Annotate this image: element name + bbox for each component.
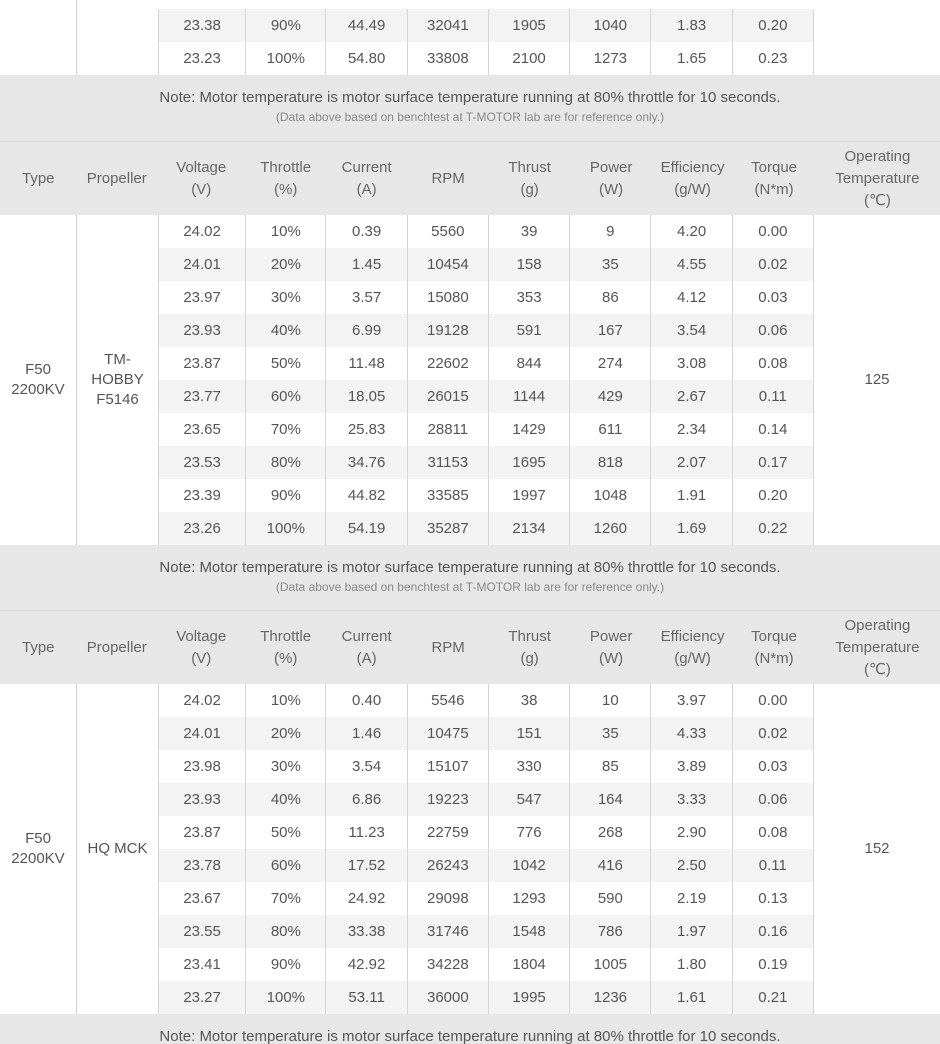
thrust-cell: 330: [489, 750, 570, 783]
table-row: [158, 281, 814, 314]
thrust-cell: 38: [489, 684, 570, 717]
current-cell: 42.92: [326, 948, 407, 981]
throttle-cell: 90%: [246, 479, 326, 512]
table-header: [0, 142, 940, 215]
thrust-cell: 1905: [489, 9, 570, 42]
torque-cell: 0.08: [733, 347, 814, 380]
power-cell: 9: [570, 215, 651, 248]
rpm-cell: 33808: [408, 42, 489, 75]
rpm-cell: 10475: [408, 717, 489, 750]
torque-cell: 0.08: [733, 816, 814, 849]
current-cell: 6.86: [326, 783, 407, 816]
throttle-cell: 60%: [246, 380, 326, 413]
efficiency-cell: 3.54: [651, 314, 732, 347]
current-cell: 54.80: [326, 42, 407, 75]
torque-cell: 0.06: [733, 783, 814, 816]
power-cell: 85: [570, 750, 651, 783]
power-cell: 1236: [570, 981, 651, 1014]
thrust-cell: 1042: [489, 849, 570, 882]
power-cell: 416: [570, 849, 651, 882]
header-voltage: Voltage (V): [176, 158, 227, 198]
torque-cell: 0.22: [733, 512, 814, 545]
benchtest-note: [0, 1014, 940, 1044]
torque-cell: 0.03: [733, 281, 814, 314]
spec-table-3: [0, 684, 940, 1014]
voltage-cell: 24.02: [158, 684, 246, 717]
thrust-cell: 353: [489, 281, 570, 314]
voltage-cell: 23.38: [158, 9, 246, 42]
thrust-cell: 776: [489, 816, 570, 849]
header-throttle: Throttle (%): [260, 627, 312, 667]
table-row: [158, 380, 814, 413]
rpm-cell: 19223: [408, 783, 489, 816]
torque-cell: 0.23: [733, 42, 814, 75]
rpm-cell: 31153: [408, 446, 489, 479]
header-efficiency: Efficiency (g/W): [660, 158, 725, 198]
propeller-cell: HQ MCK: [87, 840, 148, 857]
header-torque: Torque (N*m): [751, 158, 798, 198]
efficiency-cell: 4.12: [651, 281, 732, 314]
header-rpm: RPM: [431, 169, 465, 187]
table-row: [158, 446, 814, 479]
table-row: [158, 849, 814, 882]
thrust-cell: 39: [489, 215, 570, 248]
header-thrust: Thrust (g): [508, 627, 551, 667]
thrust-cell: 591: [489, 314, 570, 347]
current-cell: 33.38: [326, 915, 407, 948]
torque-cell: 0.00: [733, 215, 814, 248]
current-cell: 44.82: [326, 479, 407, 512]
throttle-cell: 80%: [246, 915, 326, 948]
header-thrust: Thrust (g): [508, 158, 551, 198]
throttle-cell: 10%: [246, 684, 326, 717]
torque-cell: 0.21: [733, 981, 814, 1014]
throttle-cell: 40%: [246, 783, 326, 816]
propeller-cell: TM- HOBBY F5146: [91, 351, 144, 408]
table-row: [158, 783, 814, 816]
torque-cell: 0.20: [733, 9, 814, 42]
efficiency-cell: 1.69: [651, 512, 732, 545]
voltage-cell: 23.23: [158, 42, 246, 75]
thrust-cell: 1997: [489, 479, 570, 512]
table-row: [158, 915, 814, 948]
throttle-cell: 100%: [246, 981, 326, 1014]
header-efficiency: Efficiency (g/W): [660, 627, 725, 667]
header-type: Type: [21, 169, 55, 187]
efficiency-cell: 4.20: [651, 215, 732, 248]
rpm-cell: 32041: [408, 9, 489, 42]
power-cell: 818: [570, 446, 651, 479]
current-cell: 53.11: [326, 981, 407, 1014]
throttle-cell: 50%: [246, 347, 326, 380]
power-cell: 164: [570, 783, 651, 816]
table-row: [158, 42, 814, 75]
efficiency-cell: 1.80: [651, 948, 732, 981]
efficiency-cell: 3.89: [651, 750, 732, 783]
spec-table-1: [0, 0, 940, 75]
thrust-cell: 547: [489, 783, 570, 816]
note-disclaimer: (Data above based on benchtest at T-MOTOR lab are for reference only.): [275, 580, 665, 594]
benchtest-note: [0, 75, 940, 141]
torque-cell: 0.06: [733, 314, 814, 347]
current-cell: 6.99: [326, 314, 407, 347]
thrust-cell: 151: [489, 717, 570, 750]
table-row: [158, 948, 814, 981]
current-cell: 34.76: [326, 446, 407, 479]
efficiency-cell: 3.97: [651, 684, 732, 717]
table-row: [158, 882, 814, 915]
efficiency-cell: 3.08: [651, 347, 732, 380]
current-cell: 17.52: [326, 849, 407, 882]
current-cell: 44.49: [326, 9, 407, 42]
voltage-cell: 23.98: [158, 750, 246, 783]
voltage-cell: 23.78: [158, 849, 246, 882]
rpm-cell: 22602: [408, 347, 489, 380]
torque-cell: 0.00: [733, 684, 814, 717]
efficiency-cell: 2.90: [651, 816, 732, 849]
efficiency-cell: 2.34: [651, 413, 732, 446]
throttle-cell: 70%: [246, 882, 326, 915]
torque-cell: 0.17: [733, 446, 814, 479]
table-row: [158, 717, 814, 750]
power-cell: 1040: [570, 9, 651, 42]
power-cell: 167: [570, 314, 651, 347]
power-cell: 1273: [570, 42, 651, 75]
header-propeller: Propeller: [86, 638, 147, 656]
header-rpm: RPM: [431, 638, 465, 656]
note-text: Note: Motor temperature is motor surface temperature running at 80% throttle for 10 seconds.: [159, 1028, 781, 1044]
current-cell: 0.39: [326, 215, 407, 248]
power-cell: 1005: [570, 948, 651, 981]
power-cell: 268: [570, 816, 651, 849]
thrust-cell: 844: [489, 347, 570, 380]
power-cell: 429: [570, 380, 651, 413]
header-propeller: Propeller: [86, 169, 147, 187]
type-cell: F50 2200KV: [0, 215, 77, 545]
table-row: [158, 215, 814, 248]
throttle-cell: 90%: [246, 9, 326, 42]
torque-cell: 0.11: [733, 380, 814, 413]
throttle-cell: 50%: [246, 816, 326, 849]
header-power: Power (W): [589, 627, 633, 667]
rpm-cell: 15080: [408, 281, 489, 314]
throttle-cell: 10%: [246, 215, 326, 248]
benchtest-note: [0, 545, 940, 611]
throttle-cell: 30%: [246, 750, 326, 783]
voltage-cell: 23.77: [158, 380, 246, 413]
spec-table-2: [0, 215, 940, 545]
current-cell: 3.54: [326, 750, 407, 783]
efficiency-cell: 1.65: [651, 42, 732, 75]
voltage-cell: 23.93: [158, 783, 246, 816]
temperature-cell: 152: [864, 840, 890, 857]
power-cell: 1048: [570, 479, 651, 512]
table-row: [158, 248, 814, 281]
thrust-cell: 2100: [489, 42, 570, 75]
table-row: [158, 314, 814, 347]
current-cell: 0.40: [326, 684, 407, 717]
voltage-cell: 23.27: [158, 981, 246, 1014]
voltage-cell: 23.67: [158, 882, 246, 915]
thrust-cell: 1548: [489, 915, 570, 948]
voltage-cell: 23.55: [158, 915, 246, 948]
efficiency-cell: 1.83: [651, 9, 732, 42]
table-row: [158, 981, 814, 1014]
throttle-cell: 20%: [246, 248, 326, 281]
torque-cell: 0.02: [733, 248, 814, 281]
voltage-cell: 23.87: [158, 816, 246, 849]
thrust-cell: 2134: [489, 512, 570, 545]
current-cell: 24.92: [326, 882, 407, 915]
table-row: [158, 512, 814, 545]
power-cell: 1260: [570, 512, 651, 545]
voltage-cell: 23.26: [158, 512, 246, 545]
power-cell: 274: [570, 347, 651, 380]
rpm-cell: 36000: [408, 981, 489, 1014]
power-cell: 590: [570, 882, 651, 915]
thrust-cell: 1144: [489, 380, 570, 413]
throttle-cell: 70%: [246, 413, 326, 446]
efficiency-cell: 1.91: [651, 479, 732, 512]
efficiency-cell: 2.67: [651, 380, 732, 413]
voltage-cell: 23.65: [158, 413, 246, 446]
throttle-cell: 40%: [246, 314, 326, 347]
torque-cell: 0.19: [733, 948, 814, 981]
power-cell: 10: [570, 684, 651, 717]
thrust-cell: 1293: [489, 882, 570, 915]
table-row: [158, 479, 814, 512]
header-power: Power (W): [589, 158, 633, 198]
throttle-cell: 100%: [246, 512, 326, 545]
rpm-cell: 31746: [408, 915, 489, 948]
header-throttle: Throttle (%): [260, 158, 312, 198]
torque-cell: 0.16: [733, 915, 814, 948]
thrust-cell: 1429: [489, 413, 570, 446]
voltage-cell: 23.39: [158, 479, 246, 512]
throttle-cell: 100%: [246, 42, 326, 75]
rpm-cell: 33585: [408, 479, 489, 512]
rpm-cell: 22759: [408, 816, 489, 849]
rpm-cell: 34228: [408, 948, 489, 981]
rpm-cell: 5560: [408, 215, 489, 248]
header-torque: Torque (N*m): [751, 627, 798, 667]
throttle-cell: 90%: [246, 948, 326, 981]
rpm-cell: 10454: [408, 248, 489, 281]
current-cell: 11.23: [326, 816, 407, 849]
efficiency-cell: 1.97: [651, 915, 732, 948]
rpm-cell: 26243: [408, 849, 489, 882]
power-cell: 611: [570, 413, 651, 446]
header-current: Current (A): [341, 158, 392, 198]
voltage-cell: 24.02: [158, 215, 246, 248]
rpm-cell: 19128: [408, 314, 489, 347]
current-cell: 25.83: [326, 413, 407, 446]
torque-cell: 0.03: [733, 750, 814, 783]
table-row: [158, 413, 814, 446]
torque-cell: 0.13: [733, 882, 814, 915]
header-type: Type: [21, 638, 55, 656]
rpm-cell: 5546: [408, 684, 489, 717]
thrust-cell: 1804: [489, 948, 570, 981]
rpm-cell: 29098: [408, 882, 489, 915]
header-current: Current (A): [341, 627, 392, 667]
note-text: Note: Motor temperature is motor surface temperature running at 80% throttle for 10 seconds.: [159, 89, 781, 106]
table-row: [158, 347, 814, 380]
throttle-cell: 60%: [246, 849, 326, 882]
efficiency-cell: 4.33: [651, 717, 732, 750]
temperature-cell: 125: [864, 371, 890, 388]
current-cell: 1.45: [326, 248, 407, 281]
current-cell: 3.57: [326, 281, 407, 314]
current-cell: 1.46: [326, 717, 407, 750]
current-cell: 11.48: [326, 347, 407, 380]
rpm-cell: 26015: [408, 380, 489, 413]
table-row: [158, 750, 814, 783]
torque-cell: 0.02: [733, 717, 814, 750]
header-voltage: Voltage (V): [176, 627, 227, 667]
voltage-cell: 23.87: [158, 347, 246, 380]
type-cell: F50 2200KV: [0, 684, 77, 1014]
efficiency-cell: 3.33: [651, 783, 732, 816]
current-cell: 54.19: [326, 512, 407, 545]
thrust-cell: 1695: [489, 446, 570, 479]
torque-cell: 0.14: [733, 413, 814, 446]
type-cell: [0, 0, 77, 75]
voltage-cell: 23.93: [158, 314, 246, 347]
efficiency-cell: 2.07: [651, 446, 732, 479]
voltage-cell: 23.53: [158, 446, 246, 479]
thrust-cell: 1995: [489, 981, 570, 1014]
rpm-cell: 35287: [408, 512, 489, 545]
voltage-cell: 24.01: [158, 248, 246, 281]
throttle-cell: 80%: [246, 446, 326, 479]
thrust-cell: 158: [489, 248, 570, 281]
rpm-cell: 15107: [408, 750, 489, 783]
header-temperature: Operating Temperature (℃): [835, 147, 920, 209]
power-cell: 35: [570, 717, 651, 750]
table-header: [0, 611, 940, 684]
efficiency-cell: 1.61: [651, 981, 732, 1014]
efficiency-cell: 2.19: [651, 882, 732, 915]
rpm-cell: 28811: [408, 413, 489, 446]
header-temperature: Operating Temperature (℃): [835, 616, 920, 678]
voltage-cell: 23.97: [158, 281, 246, 314]
efficiency-cell: 2.50: [651, 849, 732, 882]
note-text: Note: Motor temperature is motor surface temperature running at 80% throttle for 10 seconds.: [159, 559, 781, 576]
voltage-cell: 23.41: [158, 948, 246, 981]
power-cell: 786: [570, 915, 651, 948]
table-row: [158, 816, 814, 849]
throttle-cell: 30%: [246, 281, 326, 314]
table-row: [158, 9, 814, 42]
efficiency-cell: 4.55: [651, 248, 732, 281]
throttle-cell: 20%: [246, 717, 326, 750]
note-disclaimer: (Data above based on benchtest at T-MOTOR lab are for reference only.): [275, 110, 665, 124]
power-cell: 35: [570, 248, 651, 281]
torque-cell: 0.11: [733, 849, 814, 882]
power-cell: 86: [570, 281, 651, 314]
table-row: [158, 684, 814, 717]
current-cell: 18.05: [326, 380, 407, 413]
voltage-cell: 24.01: [158, 717, 246, 750]
torque-cell: 0.20: [733, 479, 814, 512]
